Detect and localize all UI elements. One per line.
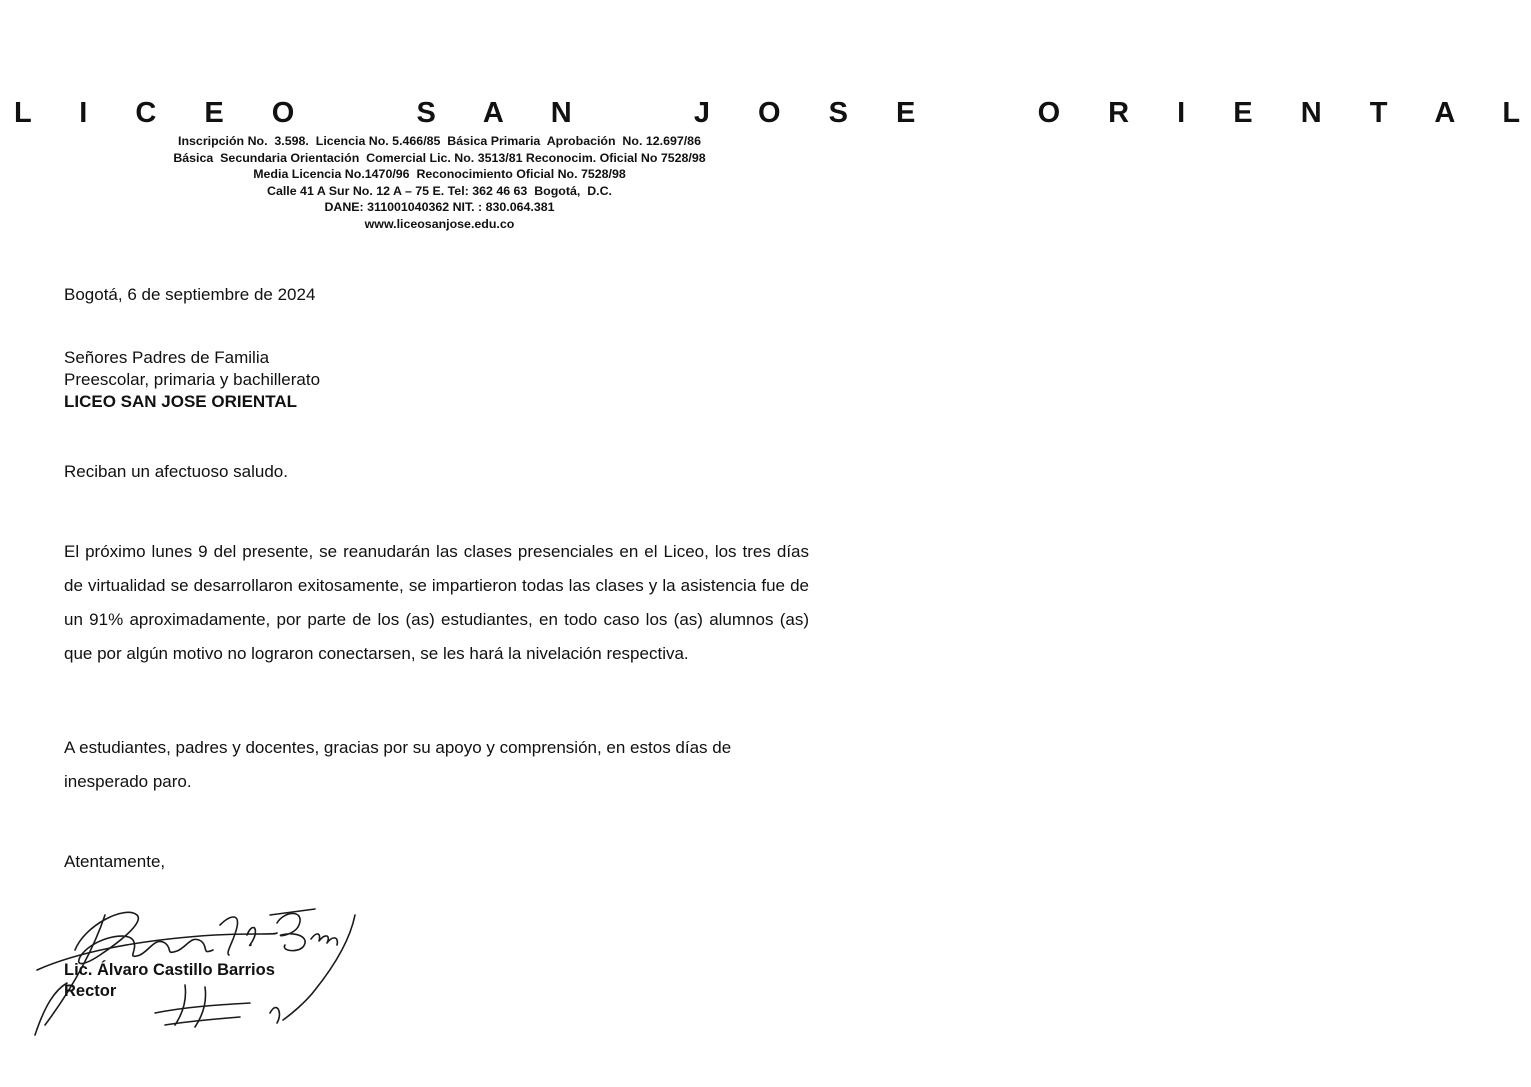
school-name-heading: L I C E O S A N J O S E O R I E N T A L [14,97,1531,129]
signer-title: Rector [64,982,117,1000]
greeting: Reciban un afectuoso saludo. [64,462,288,481]
letterhead [0,96,1531,232]
registration-line-1: Inscripción No. 3.598. Licencia No. 5.466/85 Básica Primaria Aprobación No. 12.697/86 [178,134,701,148]
recipient-line-levels: Preescolar, primaria y bachillerato [64,370,321,389]
website-line: www.liceosanjose.edu.co [364,216,515,231]
recipients-block [64,347,810,413]
recipient-school-name: LICEO SAN JOSE ORIENTAL [64,392,297,411]
address-line: Calle 41 A Sur No. 12 A – 75 E. Tel: 362 46 63 Bogotá, D.C. [267,183,612,198]
dane-nit-line: DANE: 311001040362 NIT. : 830.064.381 [324,200,555,214]
registration-line-2: Básica Secundaria Orientación Comercial Lic. No. 3513/81 Reconocim. Oficial No 7528/98 [173,150,706,165]
closing: Atentamente, [64,852,166,871]
registration-line-3: Media Licencia No.1470/96 Reconocimiento Oficial No. 7528/98 [253,167,626,181]
body-paragraph-1: El próximo lunes 9 del presente, se reanudarán las clases presenciales en el Liceo, los tres días de virtualidad se desarrollaron exitosamente, se impartieron todas las clases y la asistencia fue de un 91% aproximadamente, por parte de los (as) estudiantes, en todo caso los (as) alumnos (as) que por algún motivo no lograron conectarsen, se les hará la nivelación respectiva. [64,542,809,663]
letter-date: Bogotá, 6 de septiembre de 2024 [64,285,316,304]
recipient-line-parents: Señores Padres de Familia [64,348,270,367]
signer-block [64,960,275,1002]
signer-name: Lic. Álvaro Castillo Barrios [64,961,275,979]
body-paragraph-2: A estudiantes, padres y docentes, gracias por su apoyo y comprensión, en estos días de inesperado paro. [64,738,732,791]
